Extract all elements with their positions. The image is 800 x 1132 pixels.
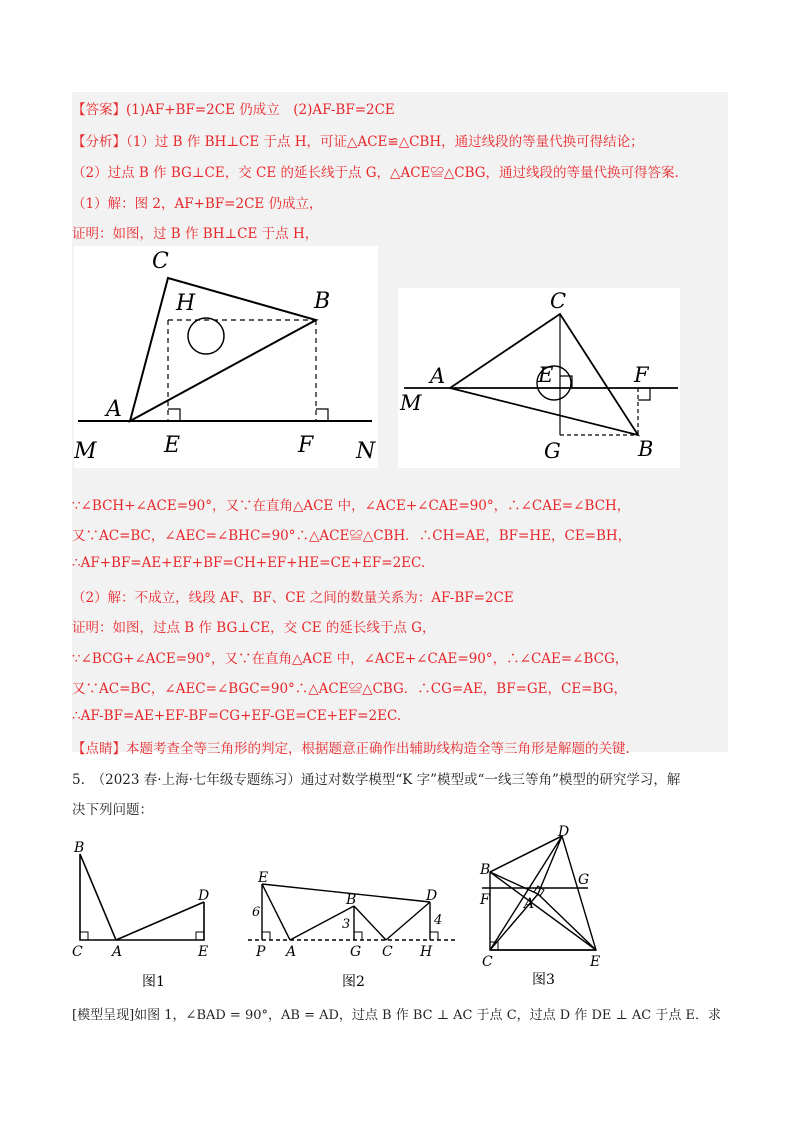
label-m: M: [74, 439, 97, 464]
figure-b: [398, 288, 680, 468]
label-e: E: [538, 363, 554, 387]
label-h: H: [420, 944, 433, 960]
label-f: F: [634, 363, 649, 387]
label-c: C: [550, 289, 567, 313]
label-c: C: [152, 249, 169, 274]
label-d: D: [198, 888, 210, 904]
analysis-line-2: （2）过点 B 作 BG⊥CE，交 CE 的延长线于点 G，△ACE≌△CBG，通过线段的等量代换可得答案.: [72, 165, 679, 181]
figure-b-svg: [398, 288, 680, 468]
figure-1-svg: [70, 838, 220, 998]
label-g: G: [578, 872, 590, 888]
figure-1-caption: 图1: [142, 974, 165, 990]
label-d: D: [558, 824, 570, 840]
label-b: B: [480, 862, 491, 878]
label-e: E: [590, 954, 601, 970]
problem-line-2: 决下列问题：: [72, 802, 153, 818]
proof-line-4: ∴AF+BF=AE+EF+BF=CH+EF+HE=CE+EF=2EC.: [72, 555, 426, 571]
label-a: A: [430, 364, 446, 388]
label-3: 3: [342, 917, 351, 932]
label-b: B: [346, 892, 357, 908]
label-b: B: [74, 840, 85, 856]
label-g: G: [350, 944, 362, 960]
label-a: A: [106, 397, 122, 422]
label-e: E: [198, 944, 209, 960]
label-a: A: [112, 944, 123, 960]
label-c: C: [72, 944, 83, 960]
label-f: F: [298, 433, 314, 458]
figure-2-svg: [244, 862, 464, 1000]
analysis-line: 【分析】（1）过 B 作 BH⊥CE 于点 H，可证△ACE≌△CBH，通过线段的等量代换可得结论；: [72, 134, 644, 150]
label-b: B: [638, 437, 654, 461]
figure-3: [476, 822, 606, 1000]
label-e: E: [258, 870, 269, 886]
label-d: D: [426, 888, 438, 904]
proof-line-7: 又∵AC=BC，∠AEC=∠BGC=90°∴△ACE≌△CBG．∴CG=AE，BF=GE，CE=BG，: [72, 681, 627, 697]
label-f: F: [480, 892, 490, 908]
answer-line: 【答案】(1)AF+BF=2CE 仍成立 (2)AF-BF=2CE: [72, 102, 395, 118]
label-6: 6: [252, 905, 261, 920]
proof-line-6: ∵∠BCG+∠ACE=90°，又∵在直角△ACE 中，∠ACE+∠CAE=90°，∴∠CAE=∠BCG，: [72, 651, 629, 667]
figure-2: [244, 862, 464, 1000]
figure-3-caption: 图3: [532, 972, 555, 988]
problem-line-1: 5. （2023 春·上海·七年级专题练习）通过对数学模型“K 字”模型或“一线三等角”模型的研究学习，解: [72, 772, 681, 788]
figure-1: [70, 838, 220, 998]
label-g: G: [544, 439, 561, 463]
proof-line-8: ∴AF-BF=AE+EF-BF=CG+EF-GE=CE+EF=2EC.: [72, 708, 402, 724]
label-4: 4: [434, 913, 443, 928]
label-a: A: [286, 944, 297, 960]
comment-line: 【点睛】本题考查全等三角形的判定，根据题意正确作出辅助线构造全等三角形是解题的关键.: [72, 741, 630, 757]
figure-a: [74, 246, 378, 468]
solution-line-2: （2）解：不成立，线段 AF、BF、CE 之间的数量关系为：AF-BF=2CE: [72, 590, 514, 606]
proof-line-1: 证明：如图，过 B 作 BH⊥CE 于点 H，: [72, 226, 319, 242]
model-line: [模型呈现]如图 1，∠BAD = 90°，AB = AD，过点 B 作 BC ⊥ AC 于点 C，过点 D 作 DE ⊥ AC 于点 E．求: [72, 1008, 721, 1023]
proof-line-3: 又∵AC=BC，∠AEC=∠BHC=90°∴△ACE≌△CBH．∴CH=AE，BF=HE，CE=BH，: [72, 528, 632, 544]
label-c: C: [482, 954, 493, 970]
label-b: B: [314, 289, 331, 314]
label-h: H: [176, 291, 196, 316]
figure-3-svg: [476, 822, 606, 1000]
label-n: N: [356, 439, 376, 464]
label-p: P: [256, 944, 266, 960]
proof-line-5: 证明：如图，过点 B 作 BG⊥CE，交 CE 的延长线于点 G，: [72, 620, 436, 636]
label-a: A: [524, 896, 535, 912]
label-m: M: [400, 391, 422, 415]
figure-2-caption: 图2: [342, 974, 365, 990]
label-c: C: [382, 944, 393, 960]
label-e: E: [164, 433, 181, 458]
proof-line-2: ∵∠BCH+∠ACE=90°，又∵在直角△ACE 中，∠ACE+∠CAE=90°，∴∠CAE=∠BCH，: [72, 498, 631, 514]
figure-a-svg: [74, 246, 378, 468]
solution-line-1: （1）解：图 2，AF+BF=2CE 仍成立，: [72, 196, 323, 212]
